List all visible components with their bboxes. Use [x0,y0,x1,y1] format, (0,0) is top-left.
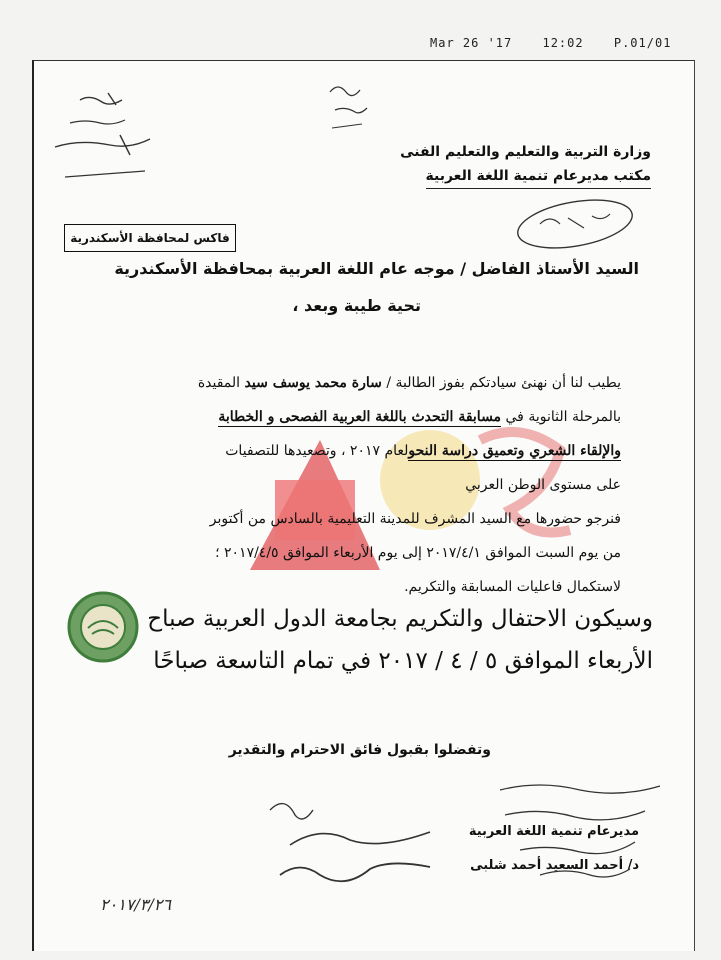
student-name: سارة محمد يوسف سيد [244,375,382,391]
ministry-header [331,140,651,189]
body-text: المقيدة [197,375,245,391]
greeting: تحية طيبة وبعد ، [292,296,421,315]
body-line-2 [101,400,621,434]
fax-page: P.01/01 [613,36,672,50]
body-line-3 [101,434,621,468]
announcement [53,598,653,682]
body-text: يطيب لنا أن نهنئ سيادتكم بفوز الطالبة / [381,375,621,391]
body-line-5: فنرجو حضورها مع السيد المشرف للمدينة التعليمية بالسادس من أكتوبر [209,511,621,527]
body-line-4: على مستوى الوطن العربي [465,477,621,493]
fax-time: 12:02 [542,36,584,50]
announcement-line-1: وسيكون الاحتفال والتكريم بجامعة الدول العربية صباح [147,606,653,632]
competition-name: مسابقة التحدث باللغة العربية الفصحى و الخطابة [218,409,502,425]
competition-name-cont: والإلقاء الشعري وتعميق دراسة النحو [408,443,621,459]
handwritten-date: ٢٠١٧/٣/٢٦ [100,895,171,914]
announcement-line-2: الأربعاء الموافق ٥ / ٤ / ٢٠١٧ في تمام التاسعة صباحًا [153,648,653,674]
handwritten-signature [250,790,450,900]
body-line-1 [101,366,621,400]
signer-title: مديرعام تنمية اللغة العربية [468,824,639,839]
signer-name: د/ أحمد السعيد أحمد شلبى [470,858,639,873]
handwritten-note-top-center [320,80,380,140]
handwritten-note-top-left [50,85,170,195]
handwritten-note-bottom-right [480,775,680,905]
body-text: لعام ٢٠١٧ ، وتصعيدها للتصفيات [225,443,409,459]
handwritten-circle-note [510,196,640,251]
fax-recipient-box: فاكس لمحافظة الأسكندرية [64,224,236,252]
body-line-6: من يوم السبت الموافق ٢٠١٧/٤/١ إلى يوم الأربعاء الموافق ٢٠١٧/٤/٥ ؛ [215,545,621,561]
fax-date: Mar 26 '17 [430,36,513,50]
letter-body [101,366,621,604]
closing-line: وتفضلوا بقبول فائق الاحترام والتقدير [228,742,491,758]
fax-header [430,36,693,50]
salutation: السيد الأستاذ الفاضل / موجه عام اللغة العربية بمحافظة الأسكندرية [114,259,639,278]
office-name: مكتب مديرعام تنمية اللغة العربية [426,164,652,189]
body-line-7: لاستكمال فاعليات المسابقة والتكريم. [404,579,621,595]
ministry-name: وزارة التربية والتعليم والتعليم الفنى [400,144,651,160]
body-text: بالمرحلة الثانوية في [501,409,621,425]
